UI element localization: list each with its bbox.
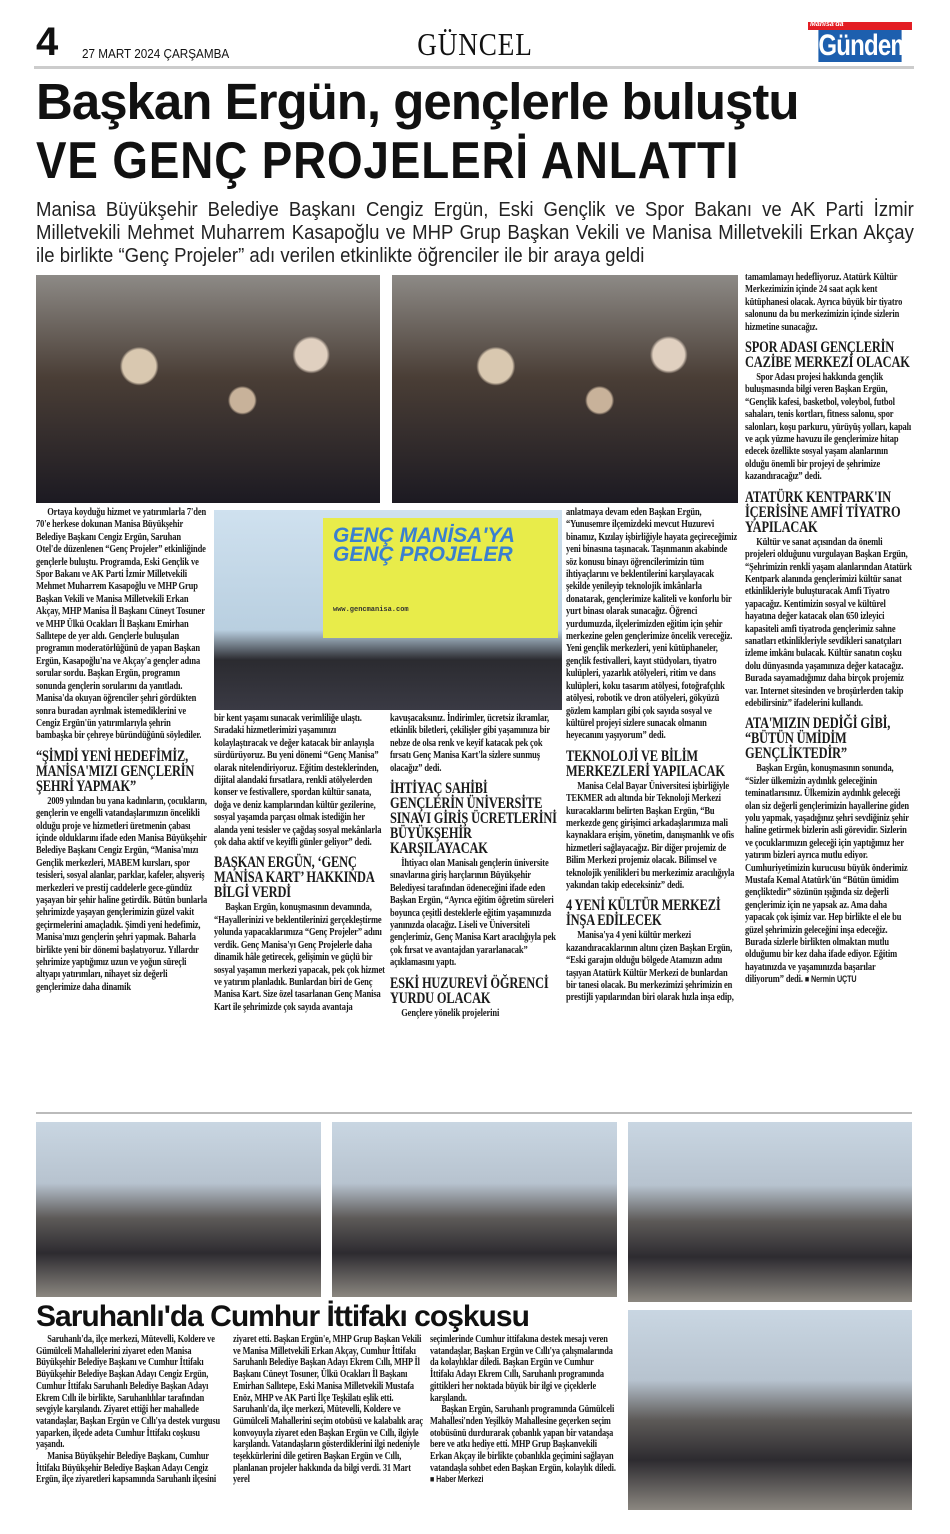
banner-url: www.gencmanisa.com	[333, 606, 409, 614]
article-deck: Manisa Büyükşehir Belediye Başkanı Cengiz Ergün, Eski Gençlik ve Spor Bakanı ve AK Parti İzmir Milletvekili Mehmet Muharrem Kasapoğlu ve MHP Grup Başkan Vekili ve Manisa Milletvekili Erkan Akçay ile birlikte “Genç Projeler” adı verilen etkinlikte öğrenciler ile bir araya geldi	[36, 198, 914, 267]
paragraph: Spor Adası projesi hakkında gençlik buluşmasında bilgi veren Başkan Ergün, “Gençlik kafesi, basketbol, voleybol, futbol sahaları, tenis kortları, fitness salonu, spor salonları, koşu parkuru, yürüyüş yolları, kapalı ve açık yüzme havuzu ile gençlerimize hitap edecek özellikte sosyal yaşam alanlarının olduğu önemli bir projeyi de şehrimize kazandıracağız” dedi.	[745, 372, 912, 483]
subheading: 4 YENİ KÜLTÜR MERKEZİ İNŞA EDİLECEK	[566, 897, 721, 930]
article-separator	[36, 1112, 912, 1114]
article-column-4	[566, 507, 737, 1005]
subheading: ATATÜRK KENTPARK'IN İÇERİSİNE AMFİ TİYATRO YAPILACAK	[745, 488, 901, 536]
photo-campaign-bus	[36, 1122, 321, 1297]
issue-date: 27 MART 2024 ÇARŞAMBA	[82, 46, 230, 61]
photo-panel-stage	[214, 510, 562, 710]
headline-line-2: VE GENÇ PROJELERİ ANLATTI	[36, 132, 740, 190]
paragraph: İhtiyacı olan Manisalı gençlerin üniversite sınavlarına giriş harçlarının Büyükşehir Belediyesi tarafından ödeneceğini ifade eden Başkan Ergün, “Ayrıca eğitim öğretim süreleri boyunca çeşitli desteklerle eğitim yaşamınızda yanınızda olacağız. Liseli ve Üniversiteli gençlerimiz, Genç Manisa Kart aracılığıyla pek çok fırsat ve avantajdan yararlanacak” açıklamasını yaptı.	[390, 858, 556, 969]
logo-small-text: Manisa'da	[810, 21, 844, 28]
newspaper-logo	[808, 22, 912, 62]
article2-column-1	[36, 1334, 226, 1486]
subheading: SPOR ADASI GENÇLERİN CAZİBE MERKEZİ OLACAK	[745, 339, 910, 372]
photo-youth-cheering	[36, 275, 380, 503]
byline: ■ Haber Merkezi	[430, 1474, 484, 1485]
headline-saruhanli: Saruhanlı'da Cumhur İttifakı coşkusu	[36, 1300, 529, 1333]
paragraph: Ortaya koyduğu hizmet ve yatırımlarla 7'den 70'e herkese dokunan Manisa Büyükşehir Belediye Başkanı Cengiz Ergün, Saruhan Otel'de düzenlenen “Genç Projeler” etkinliğinde gençlerle buluştu. Programda, Eski Gençlik ve Spor Bakanı ve AK Parti İzmir Milletvekili Mehmet Muharrem Kasapoğlu ve MHP Grup Başkan Vekili ve Manisa Milletvekili Erkan Akçay, MHP Manisa İl Başkanı Cüneyt Tosuner ve MHP Ülkü Ocakları İl Başkanı Emirhan Sallıtepe de yer aldı. Gençlerle buluşulan programın moderatörlüğünü de yapan Başkan Ergün, Kasapoğlu'na ve Akçay'a gençler adına sorular sordu. Başkan Ergün, programın sonunda gençlerin sorularını da yanıtladı. Manisa'da okuyan öğrenciler şehri gördükten sonra buradan ayrılmak istemediklerini ve Cengiz Ergün'ün yatırımlarıyla şehrin bambaşka bir çehreye büründüğünü söylediler.	[36, 507, 207, 742]
byline: ■ Nermin UÇTU	[804, 974, 857, 985]
page-number: 4	[36, 20, 59, 64]
paragraph: bir kent yaşamı sunacak verimliliğe ulaştı. Sıradaki hizmetlerimizi yaşamınızı kolaylaştıracak ve değer katacak bir anlayışla sürdürüyoruz. Bu yeni dönemi “Genç Manisa” olarak nitelendiriyoruz. Eğitim desteklerinden, dijital alandaki fırsatlara, renkli atölyelerden konser ve festivallere, spordan kültür sanata, doğa ve deniz kamplarından kültür gezilerine, sosyal yaşamda parçası olmak istediğin her alanda yeni tesisler ve çağdaş sosyal mekânlarla çok daha aktif ve keyifli günler geliyor” dedi.	[214, 713, 382, 849]
paragraph: ziyaret etti. Başkan Ergün'e, MHP Grup Başkan Vekili ve Manisa Milletvekili Erkan Akçay, Cumhur İttifakı Saruhanlı Belediye Başkan Adayı Ekrem Cıllı, MHP İl Başkanı Cüneyt Tosuner, Ülkü Ocakları İl Başkanı Emirhan Sallıtepe, Eski Manisa Milletvekili Mustafa Enöz, MHP ve AK Parti İlçe Teşkilatı eşlik etti. Saruhanlı'da, ilçe merkezi, Mütevelli, Koldere ve Gümülceli Mahallerini seçim otobüsü ve kalabalık araç konvoyuyla ziyaret eden Başkan Ergün ve Cıllı, ilgiyle karşılandı. Vatandaşların gösterdiklerini ilgi nedeniyle teşekkürlerini dile getiren Başkan Ergün ve Cıllı, planlanan projeler hakkında da bilgi verdi. 31 Mart yerel	[233, 1334, 423, 1486]
subheading: ESKİ HUZUREVİ ÖĞRENCİ YURDU OLACAK	[390, 974, 549, 1007]
paragraph: anlatmaya devam eden Başkan Ergün, “Yunusemre ilçemizdeki mevcut Huzurevi binamız, Kızılay işbirliğiyle hayata geçireceğimiz yeni binasına taşınacak. Taşınmanın akabinde söz konusu binayı öğrencilerimizin tüm ihtiyaçlarını ve beklentilerini karşılayacak şekilde yenileyip teknolojik imkânlarla donatarak, gençlerimize kaliteli ve konforlu bir yurt binası olarak sunacağız. Öğrenci yurdumuzda, ilçelerimizden eğitim için şehir merkezine gelen gençlerimize öncelik vereceğiz. Yeni gençlik merkezleri, yeni kütüphaneler, gençlik festivalleri, kayıt stüdyoları, tiyatro kulüpleri, yazarlık atölyeleri, ritim ve dans kulüpleri, koku tasarım atölyesi, fotoğrafçılık atölyesi, robotik ve dron atölyeleri, gökyüzü gözlem kampları gibi çok sayıda sosyal ve kültürel projeyi sizlere sunacak olmanın heyecanını yaşıyorum” dedi.	[566, 507, 738, 742]
article-column-3	[390, 713, 561, 1020]
photo-crowd-street	[628, 1122, 912, 1302]
article-column-5	[745, 272, 913, 987]
header-rule	[34, 66, 914, 69]
paragraph: 2009 yılından bu yana kadınların, çocukların, gençlerin ve engelli vatandaşlarımızın öncelikli olduğu proje ve hizmetleri üretmenin çabası içinde olduklarını ifade eden Manisa Büyükşehir Belediye Başkanı Cengiz Ergün, “Manisa'mızı Gençlik merkezleri, MABEM kursları, spor tesisleri, sosyal alanlar, parklar, kafeler, alışveriş merkezleri ve prestij caddelerle gece-gündüz yaşayan bir şehir haline getirdik. Bütün bunlarla şehrimizde yaşayan gençlerimizin güzel vakit geçirmelerini amaçladık. Şimdi yeni hedefimiz, Manisa'mızı gençlerin şehri yapmak. Baharla birlikte yeni bir dönemi başlatıyoruz. Yıllardır şehrimize yaptığımız uzun ve yoğun süreçli altyapı yatırımları, nihayet siz değerli gençlerimize daha dinamik	[36, 795, 208, 993]
paragraph: Saruhanlı'da, ilçe merkezi, Mütevelli, Koldere ve Gümülceli Mahallelerini ziyaret eden Manisa Büyükşehir Belediye Başkanı ve Cumhur İttifakı Büyükşehir Belediye Başkan Adayı Cengiz Ergün, Cumhur İttifakı Saruhanlı Belediye Başkan Adayı Ekrem Cıllı ile birlikte, Saruhanlılılar tarafından sevgiyle karşılandı. Ziyaret ettiği her mahallede vatandaşlar, Başkan Ergün ve Cıllı'ya destek vurgusu yaparken, ilçede adeta Cumhur İttifakı coşkusu yaşandı.	[36, 1334, 220, 1451]
subheading: İHTİYAÇ SAHİBİ GENÇLERİN ÜNİVERSİTE SINAVI GİRİŞ ÜCRETLERİNİ BÜYÜKŞEHİR KARŞILAYACAK	[390, 780, 557, 858]
article2-column-3	[430, 1334, 618, 1486]
subheading: ATA'MIZIN DEDİĞİ GİBİ, “BÜTÜN ÜMİDİM GENÇLİKTEDİR”	[745, 715, 891, 763]
article-column-1	[36, 507, 207, 994]
paragraph: Manisa'ya 4 yeni kültür merkezi kazandıracaklarının altını çizen Başkan Ergün, “Eski garajın olduğu bölgede Atamızın adını taşıyan Atatürk Kültür Merkezi de bunlardan bir tanesi olacak. Bu merkezimizi şehrimizin en prestijli yapılarından biri olarak hızla inşa edip,	[566, 930, 734, 1004]
paragraph: Başkan Ergün, konuşmasının devamında, “Hayallerinizi ve beklentilerinizi gerçekleştirme yolunda yapacaklarımıza “Genç Projeler” adını verdik. Genç Manisa'yı Genç Projelerle daha dinamik hâle getirecek, gelişimin ve güçlü bir sosyal yaşamın merkezi yapacak, pek çok hizmet ve yatırım planladık. Bunlardan biri de Genç Manisa Kart. Size özel tasarlanan Genç Manisa Kart ile şehrimizde çok sayıda avantaja	[214, 902, 385, 1013]
photo-event-hall	[392, 275, 738, 503]
headline-line-1: Başkan Ergün, gençlerle buluştu	[36, 73, 799, 130]
paragraph: Manisa Büyükşehir Belediye Başkanı, Cumhur İttifakı Büyükşehir Belediye Başkan Adayı Cengiz Ergün, ilçe ziyaretleri kapsamında Saruhanlı ilçesini	[36, 1451, 217, 1486]
paragraph: tamamlamayı hedefliyoruz. Atatürk Kültür Merkezimizin içinde 24 saat açık kent kütüphanesi olacak. Ayrıca büyük bir tiyatro salonunu da bu merkezimizin içinde sizlerin hizmetine sunacağız.	[745, 272, 903, 333]
paragraph: Manisa Celal Bayar Üniversitesi işbirliğiyle TEKMER adı altında bir Teknoloji Merkezi kuracaklarını belirten Başkan Ergün, “Bu merkezde genç girişimci arkadaşlarımıza mali kaynaklara erişim, yönetim, danışmanlık ve ofis hizmetleri sağlayacağız. Bir diğer projemiz de Bilim Merkezi projemiz olacak. Bilimsel ve teknolojik yenilikleri bu merkezimiz aracılığıyla yakından takip edeceksiniz” dedi.	[566, 780, 735, 891]
photo-group-bus	[332, 1122, 617, 1297]
stage-banner	[323, 518, 558, 638]
logo-text: Gündem	[818, 29, 911, 62]
subheading: “ŞİMDİ YENİ HEDEFİMİZ, MANİSA'MIZI GENÇLERİN ŞEHRİ YAPMAK”	[36, 747, 195, 795]
article2-column-2	[233, 1334, 423, 1486]
paragraph: Kültür ve sanat açısından da önemli projeleri olduğunu vurgulayan Başkan Ergün, “Şehrimizin renkli yaşam alanlarından Atatürk Kentpark alanında gençlerimizi kültür sanat etkinlikleriyle buluşturacak Amfi Tiyatro yapacağız. Kentimizin sosyal ve kültürel hayatına değer katacak olan 650 izleyici kapasiteli amfi tiyatroda gençlerimiz sahne sanatları etkinlikleriyle sevdikleri sanatçıları izleme imkânı bulacak. Kültür sanatın coşku dolu dünyasında yaşamınıza değer katacağız. Burada sayamadığımız daha birçok projemiz var. Internet sitesinden ve broşürlerden takip edebilirsiniz” ifadelerini kullandı.	[745, 536, 912, 709]
photo-children-flowers	[628, 1310, 912, 1510]
article-column-2	[214, 713, 385, 1014]
paragraph: Gençlere yönelik projelerini	[401, 1007, 500, 1019]
banner-text: GENÇ MANİSA'YA GENÇ PROJELER	[333, 524, 515, 566]
paragraph: kavuşacaksınız. İndirimler, ücretsiz ikramlar, etkinlik biletleri, çekilişler gibi yaşamınıza bir nebze de olsa renk ve keyif katacak pek çok fırsatı Genç Manisa Kart'la sizlere sunmuş olacağız” dedi.	[390, 713, 550, 774]
paragraph: Başkan Ergün, konuşmasının sonunda, “Sizler ülkemizin aydınlık geleceğinin teminatlarısınız. Ülkemizin aydınlık geleceği olan siz değerli gençlerimizin hayallerine giden yolu yapmak, yaşadığınız şehri sevdiğiniz şehir haline getirmek bizlerin asli görevidir. Sizlerin ve çocuklarımızın geleceği için yaptığımız her yatırım bizleri ayrıca mutlu ediyor. Cumhuriyetimizin kurucusu büyük önderimiz Mustafa Kemal Atatürk'ün “Bütün ümidim gençliktedir” sözünün ışığında siz değerli gençlerimiz için ne yapsak az. Ama daha yapacak çok işimiz var. Hep birlikte el ele bu güzel şehrimizin geleceğini inşa edeceğiz. Burada sizlerle birlikten olmaktan mutlu olduğumu bir kez daha ifade ediyor. Eğitim hayatınızda ve yaşamınızda başarılar diliyorum” dedi.	[745, 763, 909, 986]
paragraph: Başkan Ergün, Saruhanlı programında Gümülceli Mahallesi'nden Yeşilköy Mahallesine geçerken seçim otobüsünü durdurarak çobanlık yapan bir vatandaşa bere ve atkı hediye etti. MHP Grup Başkanvekili Erkan Akçay ile birlikte çobanlıkla geçimini sağlayan vatandaşla sohbet eden Başkan Ergün, kolaylık diledi.	[430, 1404, 616, 1474]
section-title: GÜNCEL	[417, 26, 533, 62]
subheading: BAŞKAN ERGÜN, ‘GENÇ MANİSA KART’ HAKKINDA BİLGİ VERDİ	[214, 854, 374, 902]
paragraph: seçimlerinde Cumhur ittifakına destek mesajı veren vatandaşlar, Başkan Ergün ve Cıllı'ya çalışmalarında da kolaylıklar diledi. Başkan Ergün ve Cumhur İttifakı Adayı Ekrem Cıllı, Saruhanlı programında gittikleri her noktada büyük bir ilgi ve çiçeklerle karşılandı.	[430, 1334, 613, 1404]
subheading: TEKNOLOJİ VE BİLİM MERKEZLERİ YAPILACAK	[566, 747, 725, 780]
